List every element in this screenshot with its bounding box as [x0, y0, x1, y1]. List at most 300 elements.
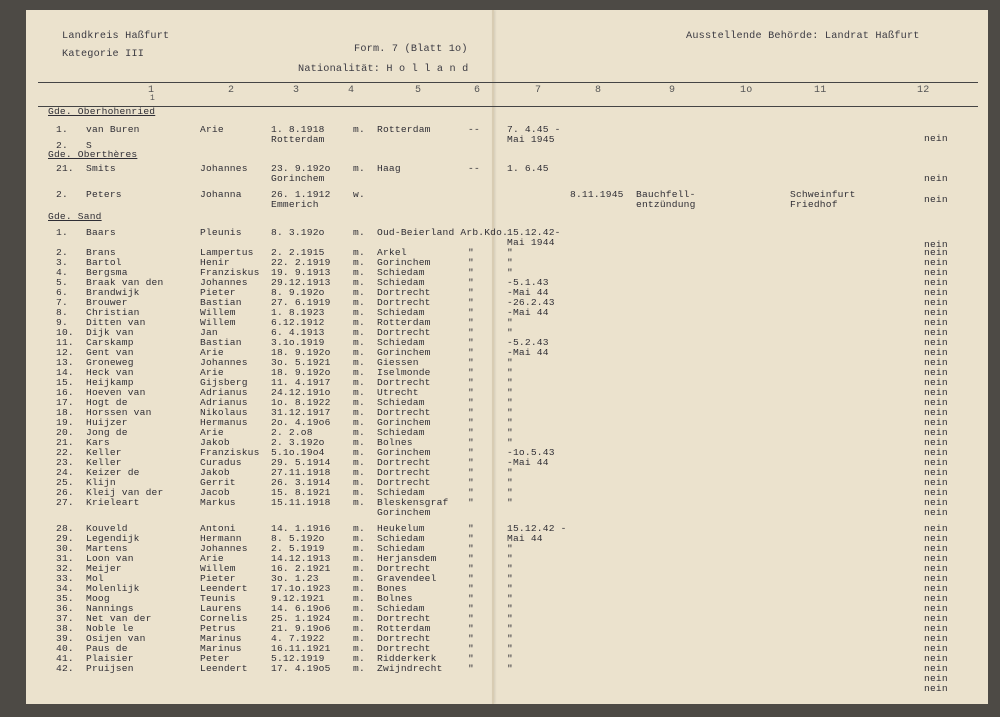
first-name: Willem [200, 563, 236, 574]
column-7-value: " [507, 467, 513, 478]
first-name: Lampertus [200, 247, 254, 258]
document-page [26, 10, 988, 704]
birth-data: 3o. 5.1921 [271, 357, 331, 368]
column-7-value: " [507, 543, 513, 554]
first-name: Johannes [200, 543, 248, 554]
birthplace: Schiedam [377, 427, 425, 438]
column-7-value: " [507, 407, 513, 418]
first-name: Pleunis [200, 227, 242, 238]
first-name: Willem [200, 317, 236, 328]
column-12-value: nein [924, 467, 948, 478]
column-6-value: " [468, 367, 474, 378]
column-12-value: nein [924, 603, 948, 614]
column-6-value: " [468, 247, 474, 258]
cause-of-death: Bauchfell- [636, 189, 696, 200]
sex: m. [353, 317, 365, 328]
column-12-value: nein [924, 487, 948, 498]
first-name: Franziskus [200, 447, 260, 458]
sex: m. [353, 387, 365, 398]
column-7-value: " [507, 357, 513, 368]
column-1-subscript: 1 [150, 94, 156, 103]
birth-data: 3.1o.1919 [271, 337, 325, 348]
surname: Osijen van [86, 633, 146, 644]
first-name: Pieter [200, 573, 236, 584]
column-6-value: " [468, 613, 474, 624]
column-7-value: " [507, 427, 513, 438]
surname: Hoeven van [86, 387, 146, 398]
surname: Dijk van [86, 327, 134, 338]
first-name: Jakob [200, 437, 230, 448]
column-12-value: nein [924, 357, 948, 368]
column-12-value: nein [924, 337, 948, 348]
birth-data: 5.12.1919 [271, 653, 325, 664]
sex: m. [353, 623, 365, 634]
entry-number: 35. [56, 593, 74, 604]
surname: Mol [86, 573, 104, 584]
column-7-value: " [507, 623, 513, 634]
column-number-11: 11 [814, 85, 827, 96]
birth-data: 1o. 8.1922 [271, 397, 331, 408]
entry-number: 22. [56, 447, 74, 458]
surname: Horssen van [86, 407, 152, 418]
column-12-value: nein [924, 447, 948, 458]
surname: Martens [86, 543, 128, 554]
entry-number: 1. [56, 124, 68, 135]
column-7-value: " [507, 497, 513, 508]
first-name: Adrianus [200, 387, 248, 398]
birth-data: 18. 9.192o [271, 367, 331, 378]
entry-number: 40. [56, 643, 74, 654]
column-12-value: nein [924, 257, 948, 268]
column-6-value: " [468, 327, 474, 338]
surname: Brandwijk [86, 287, 140, 298]
birth-data: 9.12.1921 [271, 593, 325, 604]
birthplace: Gorinchem [377, 347, 431, 358]
birthplace: Dortrecht [377, 297, 431, 308]
birthplace: Bolnes [377, 593, 413, 604]
birthplace: Schiedam [377, 307, 425, 318]
birthplace: Dortrecht [377, 563, 431, 574]
section-heading: Gde. Oberthères [48, 149, 138, 160]
surname: Peters [86, 189, 122, 200]
column-12-value: nein [924, 437, 948, 448]
birth-data: 8. 5.192o [271, 533, 325, 544]
first-name: Jan [200, 327, 218, 338]
entry-number: 32. [56, 563, 74, 574]
birth-data: Emmerich [271, 199, 319, 210]
surname: Smits [86, 163, 116, 174]
birthplace: Dortrecht [377, 613, 431, 624]
column-7-value: " [507, 247, 513, 258]
column-12-value: nein [924, 673, 948, 684]
first-name: Marinus [200, 633, 242, 644]
first-name: Arie [200, 367, 224, 378]
first-name: Bastian [200, 337, 242, 348]
sex: m. [353, 593, 365, 604]
entry-number: 2. [56, 140, 68, 151]
sex: m. [353, 487, 365, 498]
column-12-value: nein [924, 427, 948, 438]
column-7-value: " [507, 583, 513, 594]
column-6-value: " [468, 633, 474, 644]
sex: m. [353, 347, 365, 358]
birthplace: Dortrecht [377, 467, 431, 478]
surname: Krieleart [86, 497, 140, 508]
column-7-value: " [507, 553, 513, 564]
column-12-value: nein [924, 543, 948, 554]
column-6-value: " [468, 497, 474, 508]
column-12-value: nein [924, 277, 948, 288]
surname: Kouveld [86, 523, 128, 534]
column-7-value: " [507, 593, 513, 604]
category-label: Kategorie III [62, 49, 145, 60]
birth-data: 2o. 4.19o6 [271, 417, 331, 428]
sex: m. [353, 643, 365, 654]
column-12-value: nein [924, 239, 948, 250]
birthplace: Schiedam [377, 397, 425, 408]
surname: Nannings [86, 603, 134, 614]
column-12-value: nein [924, 457, 948, 468]
birthplace: Zwijndrecht [377, 663, 443, 674]
entry-number: 41. [56, 653, 74, 664]
burial-place: Friedhof [790, 199, 838, 210]
birthplace: Dortrecht [377, 643, 431, 654]
surname: Pruijsen [86, 663, 134, 674]
birthplace: Gravendeel [377, 573, 437, 584]
birth-data: 6.12.1912 [271, 317, 325, 328]
birth-data: 31.12.1917 [271, 407, 331, 418]
column-12-value: nein [924, 194, 948, 205]
first-name: Johannes [200, 163, 248, 174]
first-name: Leendert [200, 663, 248, 674]
entry-number: 11. [56, 337, 74, 348]
first-name: Marinus [200, 643, 242, 654]
entry-number: 14. [56, 367, 74, 378]
column-12-value: nein [924, 397, 948, 408]
birthplace: Rotterdam [377, 623, 431, 634]
sex: m. [353, 663, 365, 674]
birthplace: Gorinchem [377, 257, 431, 268]
column-number-5: 5 [415, 85, 422, 96]
column-12-value: nein [924, 297, 948, 308]
sex: m. [353, 477, 365, 488]
surname: Heijkamp [86, 377, 134, 388]
column-6-value: " [468, 387, 474, 398]
column-12-value: nein [924, 553, 948, 564]
birthplace: Bleskensgraf [377, 497, 449, 508]
death-date: 8.11.1945 [570, 189, 624, 200]
birth-data: 25. 1.1924 [271, 613, 331, 624]
birthplace: Oud-Beierland Arb.Kdo. [377, 227, 509, 238]
column-number-1: 1 [148, 85, 155, 96]
column-6-value: " [468, 377, 474, 388]
entry-number: 17. [56, 397, 74, 408]
authority-label: Ausstellende Behörde: Landrat Haßfurt [686, 31, 920, 42]
first-name: Johannes [200, 277, 248, 288]
birth-data: 1. 8.1918 [271, 124, 325, 135]
sex: m. [353, 457, 365, 468]
entry-number: 24. [56, 467, 74, 478]
column-6-value: " [468, 583, 474, 594]
first-name: Jacob [200, 487, 230, 498]
entry-number: 29. [56, 533, 74, 544]
birth-data: 16.11.1921 [271, 643, 331, 654]
first-name: Henir [200, 257, 230, 268]
entry-number: 5. [56, 277, 68, 288]
column-12-value: nein [924, 497, 948, 508]
header-rule-bottom [38, 106, 978, 107]
first-name: Arie [200, 553, 224, 564]
column-6-value: " [468, 347, 474, 358]
sex: m. [353, 337, 365, 348]
column-7-value: " [507, 563, 513, 574]
nationality-label: Nationalität: H o l l a n d [298, 64, 469, 75]
entry-number: 38. [56, 623, 74, 634]
birthplace: Dortrecht [377, 327, 431, 338]
entry-number: 19. [56, 417, 74, 428]
column-7-value: Mai 1944 [507, 237, 555, 248]
first-name: Arie [200, 347, 224, 358]
birthplace: Ridderkerk [377, 653, 437, 664]
birthplace: Haag [377, 163, 401, 174]
entry-number: 1. [56, 227, 68, 238]
column-12-value: nein [924, 573, 948, 584]
entry-number: 31. [56, 553, 74, 564]
column-6-value: " [468, 643, 474, 654]
column-6-value: " [468, 573, 474, 584]
surname: Kars [86, 437, 110, 448]
birth-data: 19. 9.1913 [271, 267, 331, 278]
entry-number: 21. [56, 437, 74, 448]
sex: m. [353, 277, 365, 288]
column-6-value: " [468, 427, 474, 438]
entry-number: 34. [56, 583, 74, 594]
column-12-value: nein [924, 387, 948, 398]
entry-number: 42. [56, 663, 74, 674]
entry-number: 2. [56, 247, 68, 258]
first-name: Johanna [200, 189, 242, 200]
column-7-value: " [507, 477, 513, 488]
entry-number: 12. [56, 347, 74, 358]
sex: m. [353, 603, 365, 614]
birthplace: Schiedam [377, 337, 425, 348]
birth-data: 14. 1.1916 [271, 523, 331, 534]
birthplace: Bolnes [377, 437, 413, 448]
first-name: Jakob [200, 467, 230, 478]
first-name: Markus [200, 497, 236, 508]
first-name: Hermann [200, 533, 242, 544]
column-12-value: nein [924, 653, 948, 664]
column-6-value: " [468, 277, 474, 288]
first-name: Petrus [200, 623, 236, 634]
form-label: Form. 7 (Blatt 1o) [354, 44, 468, 55]
sex: m. [353, 287, 365, 298]
page-fold [492, 10, 494, 704]
sex: m. [353, 543, 365, 554]
entry-number: 7. [56, 297, 68, 308]
birthplace: Schiedam [377, 277, 425, 288]
first-name: Gijsberg [200, 377, 248, 388]
column-number-7: 7 [535, 85, 542, 96]
column-7-value: " [507, 437, 513, 448]
column-number-12: 12 [917, 85, 930, 96]
first-name: Peter [200, 653, 230, 664]
column-number-10: 1o [740, 85, 753, 96]
column-7-value: -5.1.43 [507, 277, 549, 288]
column-7-value: " [507, 387, 513, 398]
birth-data: 26. 1.1912 [271, 189, 331, 200]
column-12-value: nein [924, 563, 948, 574]
column-6-value: " [468, 477, 474, 488]
surname: Loon van [86, 553, 134, 564]
column-7-value: 7. 4.45 - [507, 124, 561, 135]
entry-number: 9. [56, 317, 68, 328]
column-6-value: " [468, 337, 474, 348]
column-6-value: " [468, 653, 474, 664]
sex: m. [353, 307, 365, 318]
column-6-value: " [468, 663, 474, 674]
first-name: Pieter [200, 287, 236, 298]
first-name: Franziskus [200, 267, 260, 278]
column-12-value: nein [924, 173, 948, 184]
surname: Carskamp [86, 337, 134, 348]
column-7-value: 15.12.42- [507, 227, 561, 238]
column-6-value: " [468, 533, 474, 544]
entry-number: 2. [56, 189, 68, 200]
entry-number: 36. [56, 603, 74, 614]
column-7-value: " [507, 317, 513, 328]
column-12-value: nein [924, 307, 948, 318]
surname: Net van der [86, 613, 152, 624]
column-number-6: 6 [474, 85, 481, 96]
column-7-value: -Mai 44 [507, 287, 549, 298]
column-6-value: " [468, 317, 474, 328]
surname: Bartol [86, 257, 122, 268]
column-7-value: " [507, 573, 513, 584]
first-name: Nikolaus [200, 407, 248, 418]
birth-data: 21. 9.19o6 [271, 623, 331, 634]
column-6-value: " [468, 357, 474, 368]
column-12-value: nein [924, 643, 948, 654]
surname: Plaisier [86, 653, 134, 664]
sex: m. [353, 437, 365, 448]
column-12-value: nein [924, 267, 948, 278]
column-7-value: " [507, 633, 513, 644]
surname: Baars [86, 227, 116, 238]
column-7-value: " [507, 613, 513, 624]
surname: Gent van [86, 347, 134, 358]
column-12-value: nein [924, 133, 948, 144]
column-7-value: Mai 44 [507, 533, 543, 544]
birthplace: Giessen [377, 357, 419, 368]
surname: Paus de [86, 643, 128, 654]
column-7-value: " [507, 257, 513, 268]
surname: Keller [86, 457, 122, 468]
surname: Keller [86, 447, 122, 458]
column-6-value: " [468, 437, 474, 448]
column-12-value: nein [924, 477, 948, 488]
birthplace: Bones [377, 583, 407, 594]
surname: Jong de [86, 427, 128, 438]
sex: m. [353, 653, 365, 664]
surname: Meijer [86, 563, 122, 574]
birthplace: Dortrecht [377, 287, 431, 298]
birthplace: Iselmonde [377, 367, 431, 378]
burial-place: Schweinfurt [790, 189, 856, 200]
column-6-value: " [468, 447, 474, 458]
birth-data: 14. 6.19o6 [271, 603, 331, 614]
first-name: Cornelis [200, 613, 248, 624]
header-rule-top [38, 82, 978, 83]
entry-number: 25. [56, 477, 74, 488]
column-number-3: 3 [293, 85, 300, 96]
sex: m. [353, 497, 365, 508]
sex: m. [353, 427, 365, 438]
column-7-value: -5.2.43 [507, 337, 549, 348]
column-6-value: " [468, 307, 474, 318]
birth-data: 26. 3.1914 [271, 477, 331, 488]
birth-data: 2. 2.o8 [271, 427, 313, 438]
column-6-value: -- [468, 163, 480, 174]
surname: Keizer de [86, 467, 140, 478]
entry-number: 23. [56, 457, 74, 468]
column-7-value: -Mai 44 [507, 347, 549, 358]
birthplace: Dortrecht [377, 633, 431, 644]
birth-data: 1. 8.1923 [271, 307, 325, 318]
section-heading: Gde. Sand [48, 211, 102, 222]
entry-number: 8. [56, 307, 68, 318]
birth-data: 18. 9.192o [271, 347, 331, 358]
first-name: Curadus [200, 457, 242, 468]
birth-data: 29.12.1913 [271, 277, 331, 288]
first-name: Leendert [200, 583, 248, 594]
sex: m. [353, 327, 365, 338]
sex: m. [353, 467, 365, 478]
surname: Bergsma [86, 267, 128, 278]
surname: S [86, 140, 92, 151]
column-12-value: nein [924, 583, 948, 594]
section-heading: Gde. Oberhohenried [48, 106, 156, 117]
surname: van Buren [86, 124, 140, 135]
entry-number: 20. [56, 427, 74, 438]
birth-data: 14.12.1913 [271, 553, 331, 564]
birthplace: Rotterdam [377, 124, 431, 135]
cause-of-death: entzündung [636, 199, 696, 210]
entry-number: 21. [56, 163, 74, 174]
surname: Christian [86, 307, 140, 318]
surname: Hogt de [86, 397, 128, 408]
entry-number: 3. [56, 257, 68, 268]
sex: m. [353, 297, 365, 308]
birthplace: Dortrecht [377, 477, 431, 488]
column-7-value: " [507, 367, 513, 378]
entry-number: 15. [56, 377, 74, 388]
birthplace: Herjansdem [377, 553, 437, 564]
column-7-value: " [507, 603, 513, 614]
column-12-value: nein [924, 683, 948, 694]
first-name: Willem [200, 307, 236, 318]
column-6-value: " [468, 457, 474, 468]
birthplace: Rotterdam [377, 317, 431, 328]
sex: m. [353, 377, 365, 388]
sex: m. [353, 447, 365, 458]
column-6-value: -- [468, 124, 480, 135]
surname: Noble le [86, 623, 134, 634]
surname: Brouwer [86, 297, 128, 308]
birth-data: 11. 4.1917 [271, 377, 331, 388]
column-12-value: nein [924, 327, 948, 338]
surname: Moog [86, 593, 110, 604]
